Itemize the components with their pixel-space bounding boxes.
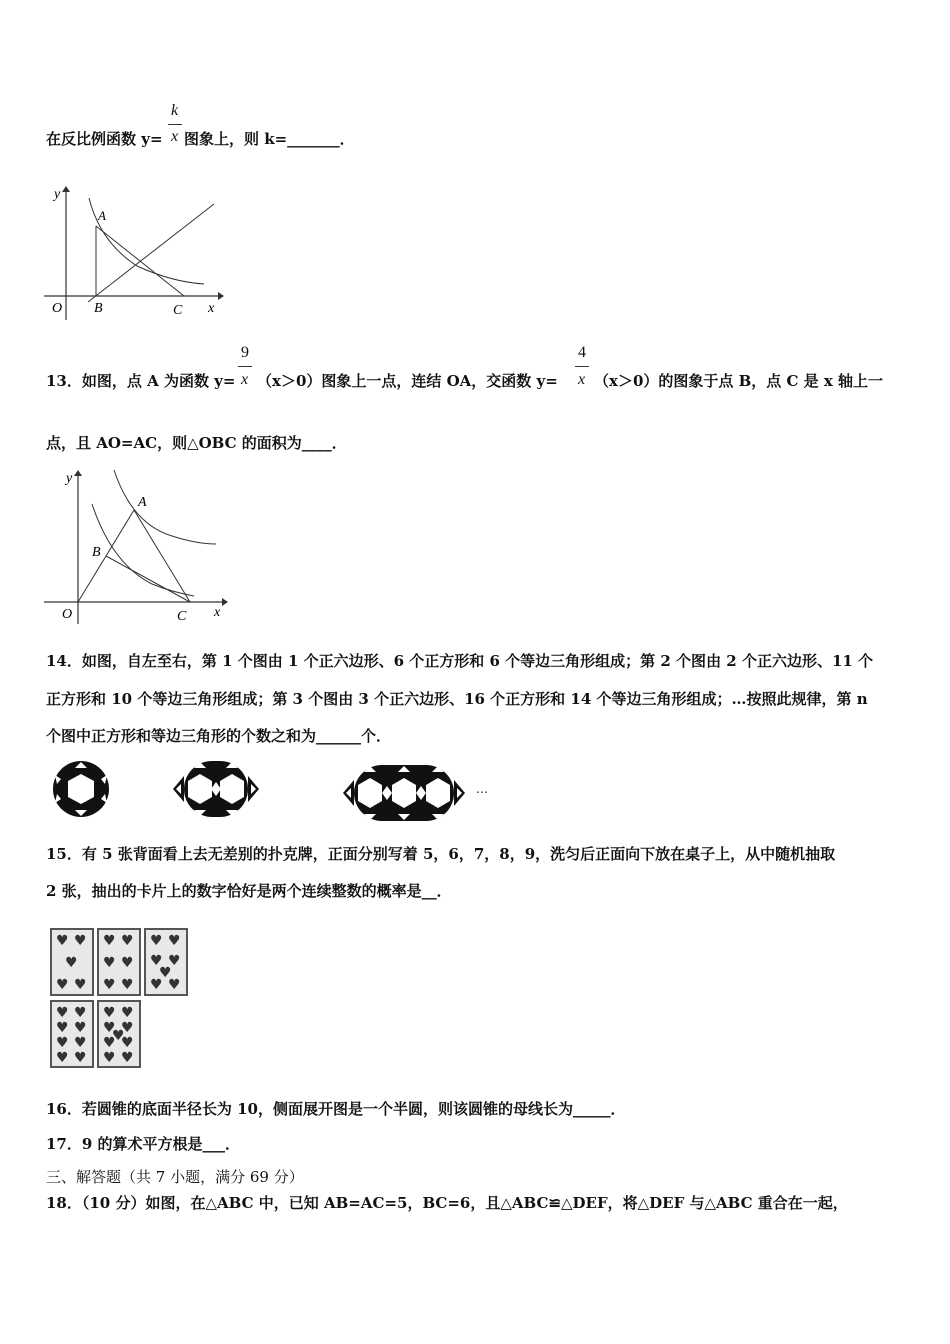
card-6-pip-2: ♥ <box>121 933 134 949</box>
card-9-pip-3: ♥ <box>103 1020 116 1036</box>
section-3-heading: 三、解答题（共 7 小题，满分 69 分） <box>46 1168 304 1186</box>
q12-label-y: y <box>54 187 61 202</box>
q13-part2: （x＞0）图象上一点，连结 OA，交函数 y= <box>257 372 558 390</box>
card-6-pip-4: ♥ <box>121 955 134 971</box>
card-7-pip-2: ♥ <box>168 933 181 949</box>
card-8-pip-4: ♥ <box>74 1020 87 1036</box>
q15-cards-group <box>46 924 196 1074</box>
q14-pattern-1 <box>50 760 112 818</box>
q13-frac1-numerator: 9 <box>241 344 249 361</box>
card-7-pip-6: ♥ <box>150 977 163 993</box>
q12-label-a: A <box>98 208 106 223</box>
card-5-pip-2: ♥ <box>74 933 87 949</box>
card-8-pip-7: ♥ <box>56 1050 69 1066</box>
q18-text: 18．（10 分）如图，在△ABC 中，已知 AB=AC=5，BC=6，且△ABC≌△DEF，将△DEF 与△ABC 重合在一起， <box>46 1194 848 1212</box>
q14-line1: 14．如图，自左至右，第 1 个图由 1 个正六边形、6 个正方形和 6 个等边三角形组成；第 2 个图由 2 个正六边形、11 个 <box>46 652 874 670</box>
card-8-pip-8: ♥ <box>74 1050 87 1066</box>
card-7-pip-5: ♥ <box>159 965 172 981</box>
q12-label-b: B <box>94 301 103 316</box>
card-9 <box>97 1000 141 1068</box>
card-5-pip-5: ♥ <box>74 977 87 993</box>
q16-text: 16．若圆锥的底面半径长为 10，侧面展开图是一个半圆，则该圆锥的母线长为_____． <box>46 1100 626 1118</box>
card-6-pip-5: ♥ <box>103 977 116 993</box>
card-5 <box>50 928 94 996</box>
q12-label-o: O <box>52 301 63 316</box>
card-7-pip-4: ♥ <box>168 953 181 969</box>
q13-figure <box>42 464 228 628</box>
card-7 <box>144 928 188 996</box>
q15-line1: 15．有 5 张背面看上去无差别的扑克牌，正面分别写着 5，6，7，8，9，洗匀后正面向下放在桌子上，从中随机抽取 <box>46 845 836 863</box>
q13-label-o: O <box>62 607 73 622</box>
q13-frac1-bar <box>238 366 252 367</box>
q13-frac2-bar <box>575 366 589 367</box>
card-6 <box>97 928 141 996</box>
card-8-pip-3: ♥ <box>56 1020 69 1036</box>
q14-pattern-2 <box>170 760 262 818</box>
q14-line2: 正方形和 10 个等边三角形组成；第 3 个图由 3 个正六边形、16 个正方形和 14 个等边三角形组成；…按照此规律，第 n <box>46 690 868 708</box>
q13-part3: （x＞0）的图象于点 B，点 C 是 x 轴上一 <box>594 372 884 390</box>
card-7-pip-1: ♥ <box>150 933 163 949</box>
q12-suffix: 图象上，则 k=_______． <box>184 130 355 148</box>
card-8-pip-1: ♥ <box>56 1005 69 1021</box>
card-6-pip-3: ♥ <box>103 955 116 971</box>
q14-pattern-3 <box>340 764 468 822</box>
q12-label-c: C <box>173 303 183 318</box>
q12-figure <box>42 184 224 324</box>
card-9-pip-9: ♥ <box>121 1050 134 1066</box>
q13-label-c: C <box>177 609 187 624</box>
q17-text: 17．9 的算术平方根是___． <box>46 1135 241 1153</box>
q13-label-x: x <box>214 605 221 620</box>
card-8-pip-5: ♥ <box>56 1035 69 1051</box>
card-9-pip-4: ♥ <box>121 1020 134 1036</box>
card-5-pip-4: ♥ <box>56 977 69 993</box>
q12-frac-denominator: x <box>171 128 179 145</box>
q13-part1: 13．如图，点 A 为函数 y= <box>46 372 236 390</box>
card-8-pip-2: ♥ <box>74 1005 87 1021</box>
card-9-pip-7: ♥ <box>121 1035 134 1051</box>
q13-line2: 点，且 AO=AC，则△OBC 的面积为____． <box>46 434 347 452</box>
card-9-pip-8: ♥ <box>103 1050 116 1066</box>
q15-line2: 2 张，抽出的卡片上的数字恰好是两个连续整数的概率是__． <box>46 882 452 900</box>
card-7-pip-3: ♥ <box>150 953 163 969</box>
card-6-pip-6: ♥ <box>121 977 134 993</box>
q12-prefix: 在反比例函数 y= <box>46 130 163 148</box>
card-9-pip-1: ♥ <box>103 1005 116 1021</box>
card-8-pip-6: ♥ <box>74 1035 87 1051</box>
card-7-pip-7: ♥ <box>168 977 181 993</box>
card-9-pip-6: ♥ <box>103 1035 116 1051</box>
card-9-pip-2: ♥ <box>121 1005 134 1021</box>
card-6-pip-1: ♥ <box>103 933 116 949</box>
card-8 <box>50 1000 94 1068</box>
card-5-pip-3: ♥ <box>65 955 78 971</box>
q14-ellipsis: … <box>476 782 488 796</box>
q13-frac2-denominator: x <box>578 371 586 388</box>
q12-label-x: x <box>208 301 215 316</box>
q13-label-b: B <box>92 545 101 560</box>
q14-line3: 个图中正方形和等边三角形的个数之和为______个． <box>46 727 392 745</box>
q13-label-a: A <box>138 495 147 510</box>
card-9-pip-5: ♥ <box>112 1028 125 1044</box>
q12-frac-numerator: k <box>171 102 179 119</box>
q13-frac1-denominator: x <box>241 371 249 388</box>
q13-frac2-numerator: 4 <box>578 344 586 361</box>
q12-frac-bar <box>168 124 182 125</box>
card-5-pip-1: ♥ <box>56 933 69 949</box>
q13-label-y: y <box>66 471 73 486</box>
